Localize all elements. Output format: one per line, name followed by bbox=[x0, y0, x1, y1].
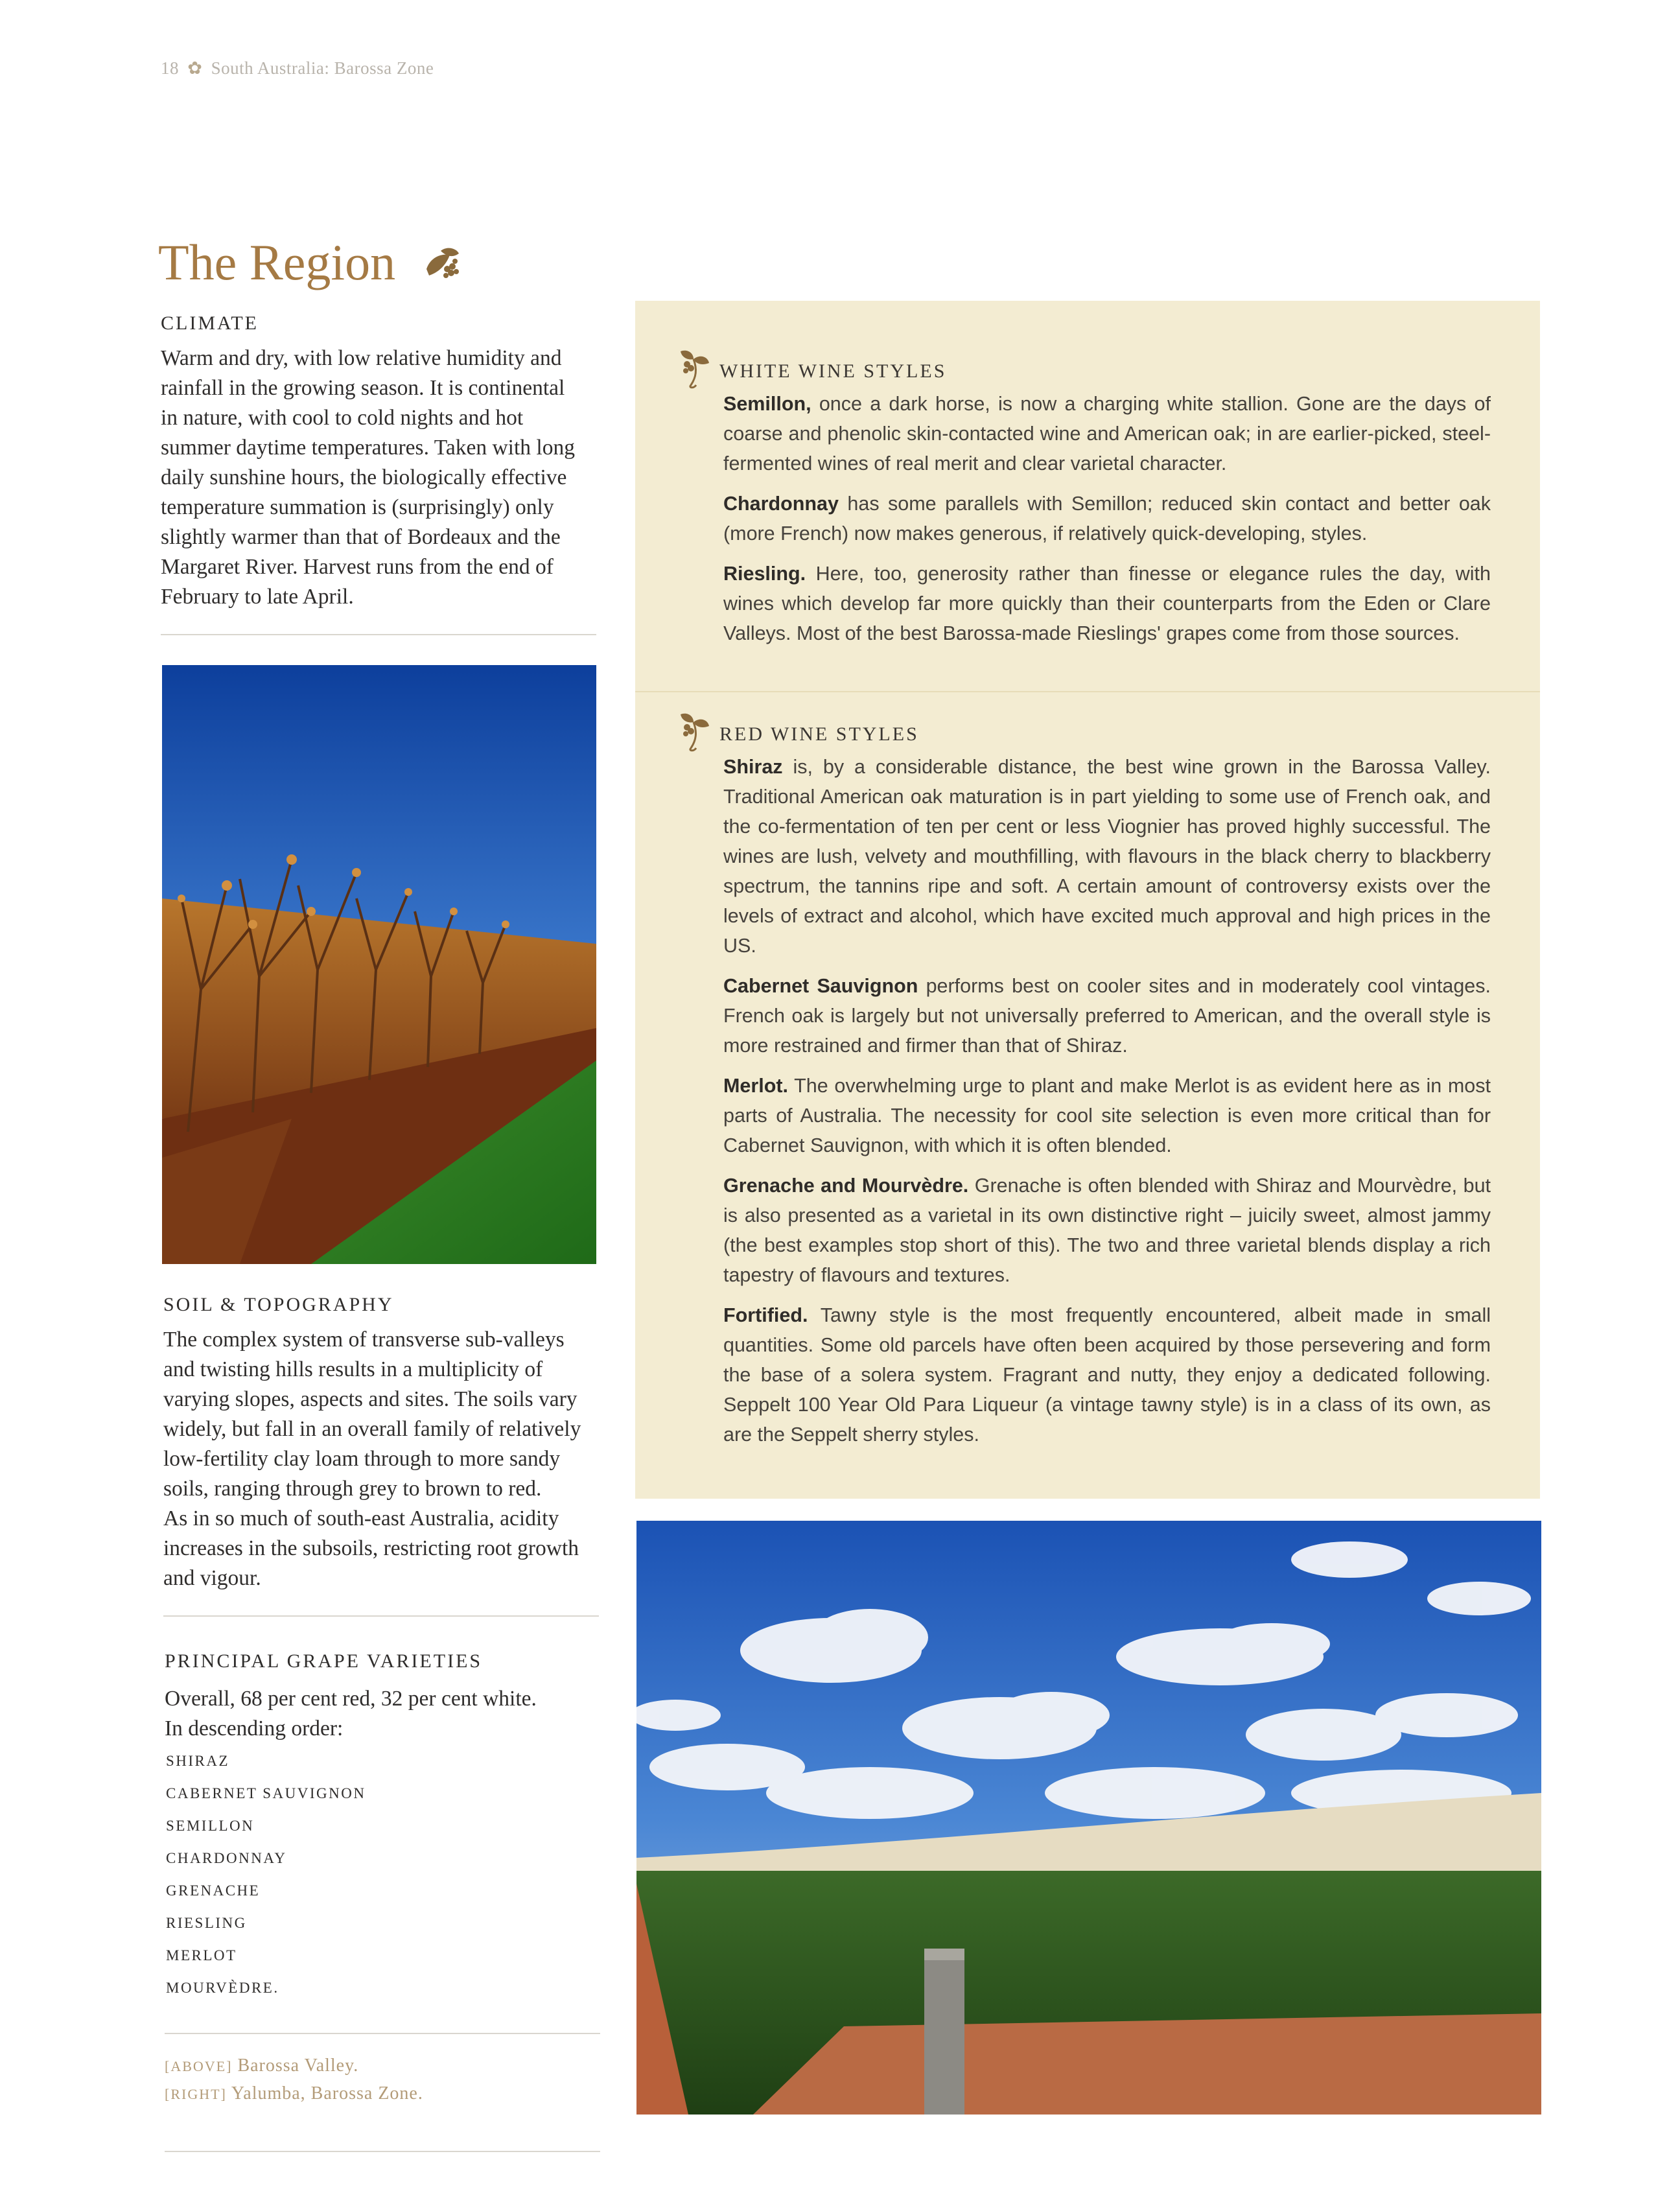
grape-varieties-heading: PRINCIPAL GRAPE VARIETIES bbox=[165, 1650, 483, 1672]
soil-line: low-fertility clay loam through to more sandy bbox=[163, 1447, 561, 1471]
page-title-text: The Region bbox=[158, 234, 396, 290]
list-item: SEMILLON bbox=[166, 1818, 255, 1834]
page-title bbox=[158, 233, 463, 297]
photo-captions bbox=[165, 2052, 423, 2108]
riesling-paragraph bbox=[723, 559, 1491, 648]
climate-line: rainfall in the growing season. It is continental bbox=[161, 376, 565, 400]
soil-line: and twisting hills results in a multiplicity of bbox=[163, 1357, 543, 1381]
running-header bbox=[161, 58, 434, 78]
soil-line: widely, but fall in an overall family of relatively bbox=[163, 1417, 581, 1441]
red-wine-styles-heading bbox=[674, 710, 919, 757]
climate-text bbox=[161, 344, 595, 612]
paragraph-text: is, by a considerable distance, the best wine grown in the Barossa Valley. Traditional American oak maturation is in part yielding to some use of French oak, and the co-fermentation of ten per cent or less Viognier has proved highly successful. The wines are lush, velvety and mouthfilling, with flavours in the black cherry to blackberry spectrum, the tannins ripe and soft. A certain amount of controversy exists over the levels of extract and alcohol, which have excited much approval and high prices in the US. bbox=[723, 756, 1491, 957]
red-wine-paragraphs bbox=[723, 752, 1491, 1460]
grape-leaf-icon bbox=[421, 239, 463, 297]
soil-line: The complex system of transverse sub-valleys bbox=[163, 1328, 565, 1352]
list-item: GRENACHE bbox=[166, 1882, 261, 1899]
paragraph-text: Here, too, generosity rather than finesse or elegance rules the day, with wines which develop far more quickly than their counterparts from the Eden or Clare Valleys. Most of the best Barossa-made Rieslings' grapes come from those sources. bbox=[723, 563, 1491, 644]
list-item: CHARDONNAY bbox=[166, 1850, 287, 1866]
soil-line: soils, ranging through grey to brown to red. bbox=[163, 1477, 542, 1501]
shiraz-paragraph bbox=[723, 752, 1491, 961]
flower-icon: ✿ bbox=[187, 58, 203, 78]
variety-name: Fortified. bbox=[723, 1304, 808, 1326]
red-wine-styles-title: RED WINE STYLES bbox=[719, 723, 919, 745]
soil-line: varying slopes, aspects and sites. The soils vary bbox=[163, 1387, 578, 1411]
list-item: RIESLING bbox=[166, 1915, 247, 1931]
paragraph-text: has some parallels with Semillon; reduced skin contact and better oak (more French) now makes generous, if relatively quick-developing, styles. bbox=[723, 493, 1491, 545]
climate-line: Warm and dry, with low relative humidity and bbox=[161, 346, 562, 370]
semillon-paragraph bbox=[723, 389, 1491, 478]
paragraph-text: Grenache is often blended with Shiraz and Mourvèdre, but is also presented as a varietal in its own distinctive right – juicily sweet, almost jammy (the best examples stop short of this). The two and three varietal blends display a rich tapestry of flavours and textures. bbox=[723, 1175, 1491, 1286]
grape-intro-line: In descending order: bbox=[165, 1716, 344, 1740]
white-wine-styles-title: WHITE WINE STYLES bbox=[719, 360, 947, 382]
vineyard-photo-barossa-valley bbox=[162, 665, 596, 1264]
paragraph-text: performs best on cooler sites and in moderately cool vintages. French oak is largely but not universally preferred to American, and the overall style is more restrained and firmer than that of Shiraz. bbox=[723, 975, 1491, 1057]
caption-right bbox=[165, 2080, 423, 2108]
soil-line: increases in the subsoils, restricting root growth bbox=[163, 1536, 579, 1560]
divider bbox=[165, 2151, 600, 2152]
grenache-mourvedre-paragraph bbox=[723, 1171, 1491, 1290]
list-item: MERLOT bbox=[166, 1947, 237, 1963]
paragraph-text: once a dark horse, is now a charging white stallion. Gone are the days of coarse and phenolic skin-contacted wine and American oak; in are earlier-picked, steel-fermented wines of real merit and clear varietal character. bbox=[723, 393, 1491, 475]
climate-line: Margaret River. Harvest runs from the end of bbox=[161, 555, 554, 579]
fortified-paragraph bbox=[723, 1300, 1491, 1449]
list-item: MOURVÈDRE. bbox=[166, 1980, 279, 1996]
caption-above-tag: [ABOVE] bbox=[165, 2058, 233, 2074]
variety-name: Shiraz bbox=[723, 756, 783, 778]
soil-text bbox=[163, 1325, 598, 1593]
list-item: SHIRAZ bbox=[166, 1753, 230, 1769]
variety-name: Cabernet Sauvignon bbox=[723, 975, 918, 997]
soil-line: As in so much of south-east Australia, acidity bbox=[163, 1506, 559, 1530]
climate-line: summer daytime temperatures. Taken with long bbox=[161, 436, 575, 460]
variety-name: Riesling. bbox=[723, 563, 806, 585]
paragraph-text: The overwhelming urge to plant and make Merlot is as evident here as in most parts of Australia. The necessity for cool site selection is even more critical than for Cabernet Sauvignon, with which it is often blended. bbox=[723, 1075, 1491, 1156]
white-wine-paragraphs bbox=[723, 389, 1491, 659]
vine-leaf-icon bbox=[674, 710, 710, 757]
page-number: 18 bbox=[161, 58, 179, 78]
grape-varieties-list bbox=[166, 1752, 366, 2011]
caption-above bbox=[165, 2052, 423, 2080]
climate-line: daily sunshine hours, the biologically effective bbox=[161, 465, 567, 489]
grape-varieties-intro bbox=[165, 1684, 537, 1744]
climate-line: temperature summation is (surprisingly) only bbox=[161, 495, 554, 519]
climate-line: slightly warmer than that of Bordeaux and the bbox=[161, 525, 561, 549]
caption-right-text: Yalumba, Barossa Zone. bbox=[231, 2083, 423, 2103]
variety-name: Semillon, bbox=[723, 393, 811, 415]
white-wine-styles-heading bbox=[674, 347, 946, 394]
divider bbox=[161, 634, 596, 635]
vine-leaf-icon bbox=[674, 347, 710, 394]
variety-name: Grenache and Mourvèdre. bbox=[723, 1175, 969, 1197]
running-title: South Australia: Barossa Zone bbox=[211, 58, 434, 78]
variety-name: Chardonnay bbox=[723, 493, 839, 515]
merlot-paragraph bbox=[723, 1071, 1491, 1160]
paragraph-text: Tawny style is the most frequently encountered, albeit made in small quantities. Some old parcels have often been acquired by those persevering and form the base of a solera system. Fragrant and nutty, they enjoy a dedicated following. Seppelt 100 Year Old Para Liqueur (a vintage tawny style) is in a class of its own, as are the Seppelt sherry styles. bbox=[723, 1304, 1491, 1446]
list-item: CABERNET SAUVIGNON bbox=[166, 1785, 366, 1801]
soil-line: and vigour. bbox=[163, 1566, 261, 1590]
caption-above-text: Barossa Valley. bbox=[237, 2056, 359, 2076]
climate-heading: CLIMATE bbox=[161, 312, 259, 334]
caption-right-tag: [RIGHT] bbox=[165, 2086, 227, 2102]
climate-line: February to late April. bbox=[161, 585, 354, 609]
grape-intro-line: Overall, 68 per cent red, 32 per cent white. bbox=[165, 1687, 537, 1711]
box-divider bbox=[635, 691, 1540, 692]
vineyard-photo-yalumba bbox=[636, 1521, 1541, 2115]
climate-line: in nature, with cool to cold nights and hot bbox=[161, 406, 524, 430]
soil-topography-heading: SOIL & TOPOGRAPHY bbox=[163, 1294, 394, 1315]
divider bbox=[163, 1615, 599, 1617]
chardonnay-paragraph bbox=[723, 489, 1491, 548]
variety-name: Merlot. bbox=[723, 1075, 788, 1097]
cabernet-sauvignon-paragraph bbox=[723, 971, 1491, 1060]
divider bbox=[165, 2033, 600, 2034]
